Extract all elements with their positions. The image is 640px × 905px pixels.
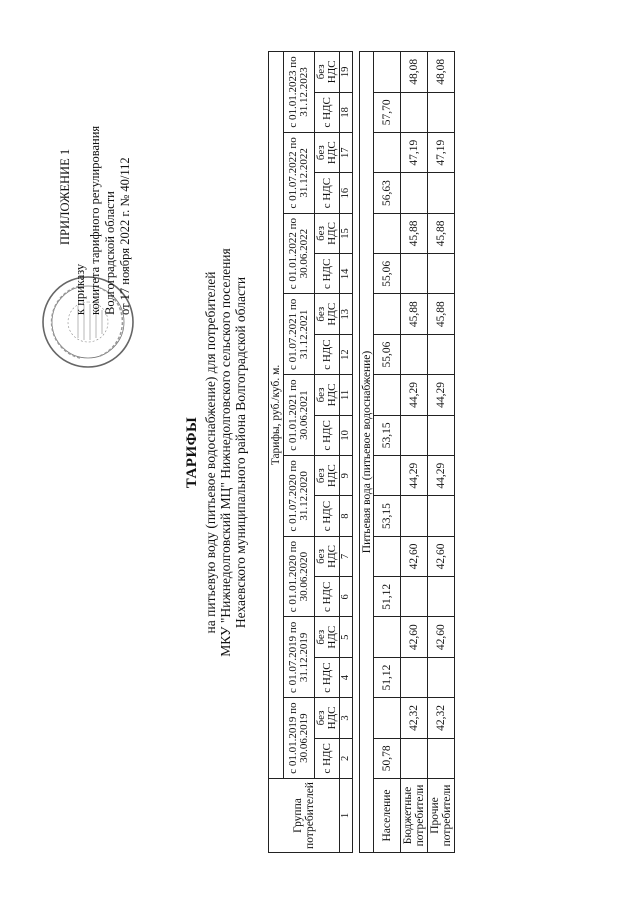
- table-row: [428, 52, 455, 853]
- tariff-value: 47,19: [401, 133, 428, 173]
- column-number: 19: [340, 52, 353, 93]
- appendix-line: комитета тарифного регулирования: [88, 125, 102, 315]
- tariff-value: [401, 92, 428, 132]
- tariff-value: [374, 375, 401, 415]
- appendix-reference: [58, 126, 133, 315]
- no-vat-header: без НДС: [315, 375, 340, 415]
- column-number: 15: [340, 213, 353, 253]
- document-title: [185, 0, 248, 905]
- title-main: ТАРИФЫ: [184, 416, 200, 489]
- tariff-table: [268, 51, 455, 853]
- column-number: 8: [340, 496, 353, 536]
- tariff-value: 42,60: [401, 617, 428, 657]
- tariff-value: 45,88: [428, 213, 455, 253]
- tariff-value: 57,70: [374, 92, 401, 132]
- vat-header: с НДС: [315, 254, 340, 294]
- tariff-value: [428, 657, 455, 697]
- tariff-value: 42,60: [428, 536, 455, 576]
- period-header: с 01.01.2023 по 31.12.2023: [284, 52, 315, 133]
- period-header: с 01.01.2019 по 30.06.2019: [284, 698, 315, 779]
- tariff-rows: [374, 52, 455, 853]
- tariff-value: 51,12: [374, 657, 401, 697]
- tariff-value: [428, 254, 455, 294]
- tariff-value: 47,19: [428, 133, 455, 173]
- table-row: [374, 52, 401, 853]
- tariff-value: 44,29: [428, 375, 455, 415]
- tariff-value: 48,08: [428, 52, 455, 93]
- tariff-value: 45,88: [401, 213, 428, 253]
- consumer-group: Прочие потребители: [428, 779, 455, 853]
- vat-header: с НДС: [315, 415, 340, 455]
- tariff-value: 42,32: [401, 698, 428, 738]
- tariff-value: 44,29: [428, 456, 455, 496]
- tariff-value: [428, 577, 455, 617]
- tariff-value: [374, 617, 401, 657]
- column-number: 16: [340, 173, 353, 213]
- consumer-group: Население: [374, 779, 401, 853]
- appendix-line: к приказу: [73, 263, 87, 315]
- tariff-value: [428, 415, 455, 455]
- tariff-value: [374, 294, 401, 334]
- tariff-value: 55,06: [374, 254, 401, 294]
- tariff-value: 42,32: [428, 698, 455, 738]
- consumer-group: Бюджетные потребители: [401, 779, 428, 853]
- tariff-value: [374, 133, 401, 173]
- vat-header: с НДС: [315, 496, 340, 536]
- vat-header: с НДС: [315, 92, 340, 132]
- period-header: с 01.07.2021 по 31.12.2021: [284, 294, 315, 375]
- tariff-value: [401, 173, 428, 213]
- no-vat-header: без НДС: [315, 213, 340, 253]
- tariff-value: 53,15: [374, 415, 401, 455]
- title-line: МКУ "Нижнедолговский МЦ" Нижнедолговского сельского поселения: [218, 248, 233, 657]
- tariff-value: 48,08: [401, 52, 428, 93]
- tariff-value: [374, 213, 401, 253]
- tariff-value: 45,88: [401, 294, 428, 334]
- period-header: с 01.01.2020 по 30.06.2020: [284, 536, 315, 617]
- no-vat-header: без НДС: [315, 456, 340, 496]
- tariff-value: [374, 536, 401, 576]
- tariff-value: 53,15: [374, 496, 401, 536]
- period-header: с 01.01.2021 по 30.06.2021: [284, 375, 315, 456]
- appendix-line: Волгоградской области: [103, 191, 117, 315]
- tariff-value: 55,06: [374, 334, 401, 374]
- spacer-row: [353, 52, 360, 853]
- section-label: Питьевая вода (питьевое водоснабжение): [360, 52, 374, 853]
- tariff-value: [401, 577, 428, 617]
- tariff-value: [401, 496, 428, 536]
- title-line: на питьевую воду (питьевое водоснабжение) для потребителей: [203, 271, 218, 634]
- no-vat-header: без НДС: [315, 698, 340, 738]
- tariff-value: [428, 738, 455, 778]
- tariff-value: [428, 334, 455, 374]
- column-number: 3: [340, 698, 353, 738]
- column-number: 12: [340, 334, 353, 374]
- tariff-value: [401, 334, 428, 374]
- period-header: с 01.07.2020 по 31.12.2020: [284, 456, 315, 537]
- no-vat-header: без НДС: [315, 133, 340, 173]
- appendix-order-date: от 17 ноября 2022 г. № 40/112: [118, 157, 132, 315]
- column-number: 7: [340, 536, 353, 576]
- appendix-title: ПРИЛОЖЕНИЕ 1: [58, 148, 72, 245]
- column-number: 17: [340, 133, 353, 173]
- column-number: 1: [340, 779, 353, 853]
- no-vat-header: без НДС: [315, 617, 340, 657]
- tariff-value: [401, 254, 428, 294]
- tariff-value: [428, 173, 455, 213]
- column-number: 2: [340, 738, 353, 778]
- vat-header: с НДС: [315, 334, 340, 374]
- tariff-value: 51,12: [374, 577, 401, 617]
- column-number: 13: [340, 294, 353, 334]
- tariff-value: [374, 52, 401, 93]
- period-header: с 01.01.2022 по 30.06.2022: [284, 213, 315, 294]
- column-number: 10: [340, 415, 353, 455]
- tariff-value: [401, 657, 428, 697]
- tariff-value: 56,63: [374, 173, 401, 213]
- vat-header: с НДС: [315, 738, 340, 778]
- no-vat-header: без НДС: [315, 52, 340, 93]
- no-vat-header: без НДС: [315, 294, 340, 334]
- column-number: 18: [340, 92, 353, 132]
- column-number-row: [340, 52, 353, 853]
- tariff-value: [401, 415, 428, 455]
- tariff-value: 44,29: [401, 456, 428, 496]
- column-number: 14: [340, 254, 353, 294]
- table-row: [401, 52, 428, 853]
- tariff-value: [374, 456, 401, 496]
- tariff-value: 42,60: [428, 617, 455, 657]
- section-row: [360, 52, 374, 853]
- tariff-value: 45,88: [428, 294, 455, 334]
- tariff-value: 50,78: [374, 738, 401, 778]
- no-vat-header: без НДС: [315, 536, 340, 576]
- tariff-value: [428, 92, 455, 132]
- tariff-value: [374, 698, 401, 738]
- period-header: с 01.07.2019 по 31.12.2019: [284, 617, 315, 698]
- column-number: 6: [340, 577, 353, 617]
- period-header: с 01.07.2022 по 31.12.2022: [284, 133, 315, 214]
- column-number: 11: [340, 375, 353, 415]
- tariff-value: 44,29: [401, 375, 428, 415]
- column-number: 5: [340, 617, 353, 657]
- column-number: 9: [340, 456, 353, 496]
- tariff-value: [401, 738, 428, 778]
- vat-header: с НДС: [315, 657, 340, 697]
- tariff-value: [428, 496, 455, 536]
- group-header: Группа потребителей: [269, 779, 340, 853]
- vat-header: с НДС: [315, 173, 340, 213]
- title-line: Нехаевского муниципального района Волгоградской области: [233, 276, 248, 629]
- vat-header: с НДС: [315, 577, 340, 617]
- tariff-value: 42,60: [401, 536, 428, 576]
- tariff-header: Тарифы, руб./куб. м.: [269, 52, 284, 779]
- column-number: 4: [340, 657, 353, 697]
